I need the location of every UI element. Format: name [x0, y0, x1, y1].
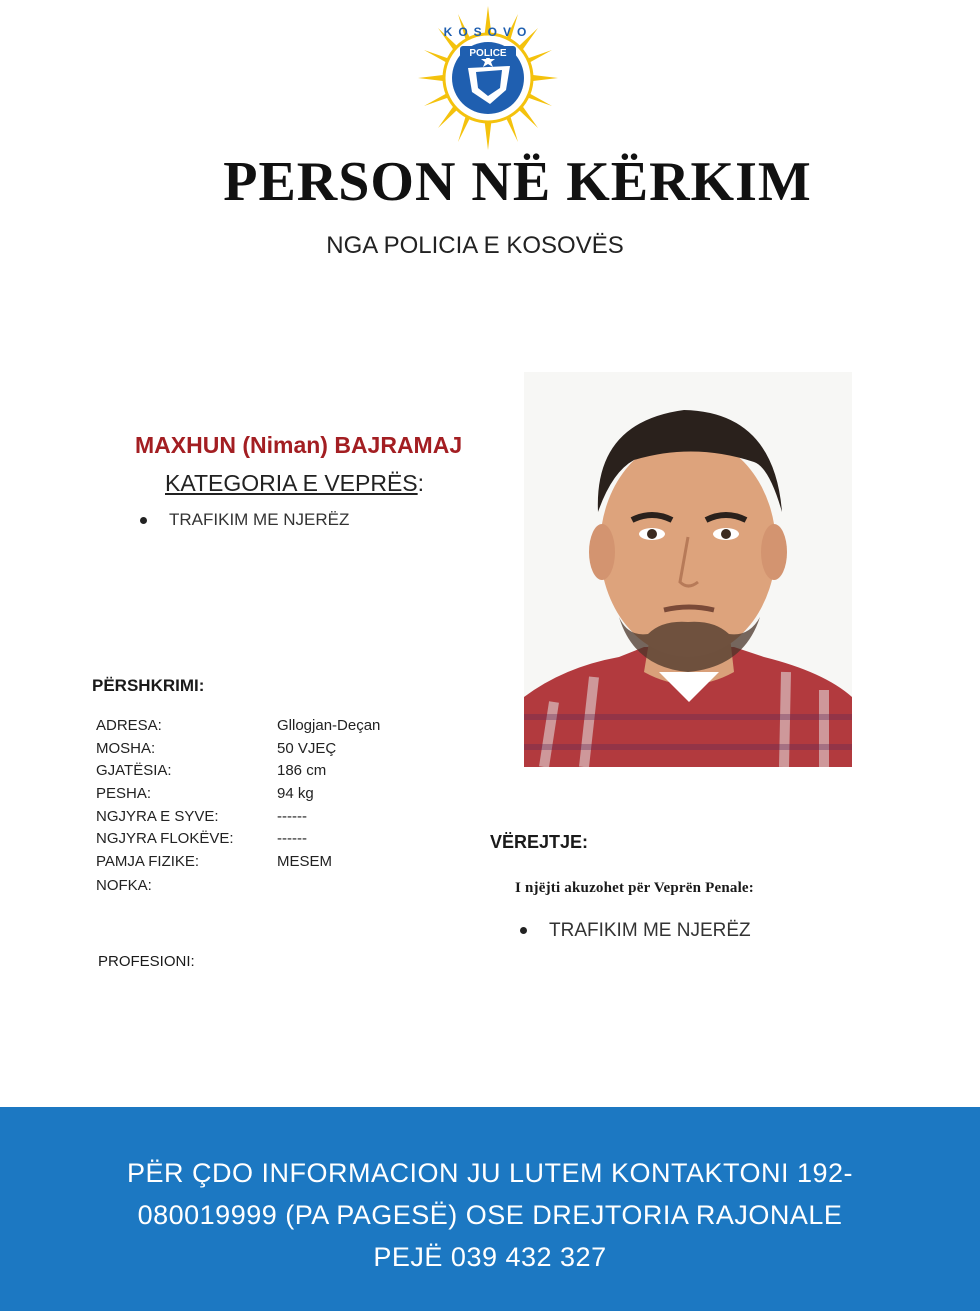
row-label: PESHA:	[96, 785, 152, 802]
row-value: ------	[277, 808, 307, 825]
offense-category-heading	[165, 470, 424, 497]
description-row	[96, 717, 416, 739]
bullet-icon	[520, 927, 527, 934]
offense-category-label: KATEGORIA E VEPRËS	[165, 470, 418, 496]
description-row	[96, 853, 416, 875]
row-value: MESEM	[277, 853, 333, 870]
description-title: PËRSHKRIMI:	[92, 676, 205, 695]
charged-statement: I njëjti akuzohet për Veprën Penale:	[515, 880, 754, 896]
row-label: NGJYRA E SYVE:	[96, 808, 219, 825]
list-item	[140, 510, 349, 530]
offense-category-colon: :	[417, 470, 425, 496]
profession-label: PROFESIONI:	[98, 953, 195, 970]
description-row	[96, 740, 416, 762]
badge-band-text: POLICE	[469, 48, 507, 59]
police-badge-logo	[418, 6, 558, 150]
offense-text: TRAFIKIM ME NJERËZ	[549, 920, 751, 941]
contact-info	[0, 1152, 980, 1278]
row-value: Gllogjan-Deçan	[277, 717, 381, 734]
offense-text: TRAFIKIM ME NJERËZ	[169, 510, 350, 529]
badge-top-text: KOSOVO	[443, 25, 533, 39]
row-value: 94 kg	[277, 785, 314, 802]
row-label: GJATËSIA:	[96, 762, 172, 779]
contact-line: PËR ÇDO INFORMACION JU LUTEM KONTAKTONI 192-	[126, 1158, 854, 1188]
page-title: PERSON NË KËRKIM	[223, 151, 812, 213]
description-row	[96, 785, 416, 807]
row-label: MOSHA:	[96, 740, 156, 757]
row-label: NOFKA:	[96, 877, 152, 894]
description-row	[96, 762, 416, 784]
person-name: MAXHUN (Niman) BAJRAMAJ	[135, 432, 463, 458]
contact-line: PEJË 039 432 327	[373, 1242, 607, 1272]
row-value: ------	[277, 830, 307, 847]
description-row	[96, 877, 416, 899]
row-value: 186 cm	[277, 762, 327, 779]
description-row	[96, 830, 416, 852]
row-label: PAMJA FIZIKE:	[96, 853, 200, 870]
list-item	[520, 920, 751, 942]
bullet-icon	[140, 517, 147, 524]
row-label: NGJYRA FLOKËVE:	[96, 830, 234, 847]
page-subtitle: NGA POLICIA E KOSOVËS	[326, 232, 624, 259]
row-label: ADRESA:	[96, 717, 162, 734]
person-photo	[524, 372, 852, 767]
remarks-title: VËREJTJE:	[490, 832, 589, 852]
contact-line: 080019999 (PA PAGESË) OSE DREJTORIA RAJONALE	[137, 1200, 843, 1230]
row-value: 50 VJEÇ	[277, 740, 337, 757]
description-row	[96, 808, 416, 830]
